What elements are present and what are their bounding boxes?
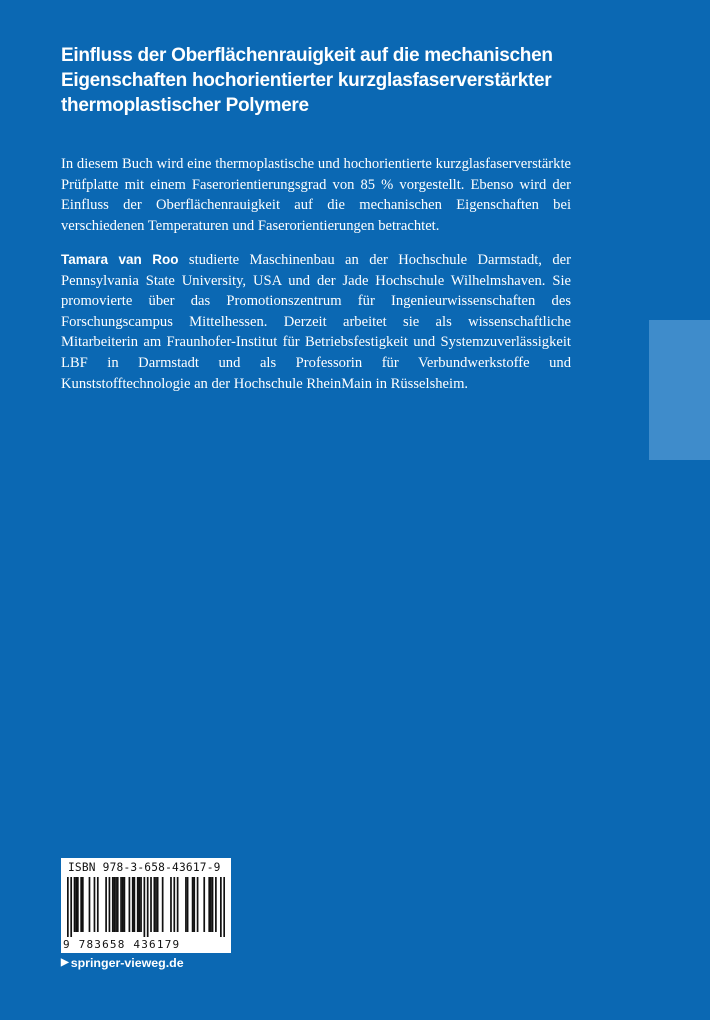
barcode-bar: [177, 877, 179, 932]
barcode-bar: [150, 877, 152, 932]
barcode-bar: [82, 877, 84, 932]
side-color-tab: [649, 320, 710, 460]
barcode-bar: [220, 877, 222, 937]
barcode-bar: [67, 877, 69, 937]
barcode-bar: [97, 877, 99, 932]
barcode-bar: [170, 877, 172, 932]
author-bio-text: studierte Maschinenbau an der Hochschule Darmstadt, der Pennsylvania State University, USA und der Jade Hochschule Wilhelmshaven. Sie promovierte über das Promotionszentrum für Ingenieurwissenschaften des Forschungscampus Mittelhessen. Derzeit arbeitet sie als wissenschaftliche Mitarbeiterin am Fraunhofer-Institut für Betriebsfestigkeit und Systemzuverlässigkeit LBF in Darmstadt und als Professorin für Verbundwerkstoffe und Kunststofftechnologie an der Hochschule RheinMain in Rüsselsheim.: [61, 252, 571, 392]
barcode-bar: [162, 877, 164, 932]
barcode-bar: [74, 877, 76, 932]
barcode-bar: [80, 877, 82, 932]
barcode-bar: [157, 877, 159, 932]
barcode-bar: [187, 877, 189, 932]
barcode-bar: [112, 877, 114, 932]
barcode-bar: [208, 877, 210, 932]
barcode-bar: [223, 877, 225, 937]
title-line: Einfluss der Oberflächenrauigkeit auf die mechanischen: [61, 45, 553, 66]
barcode-bar: [124, 877, 126, 932]
barcode-bar: [153, 877, 155, 932]
author-name: Tamara van Roo: [61, 252, 179, 267]
barcode-bar: [173, 877, 175, 932]
triangle-right-icon: ▶: [61, 957, 69, 968]
barcode-bar: [185, 877, 187, 932]
barcode-bar: [122, 877, 124, 932]
barcode-bar: [215, 877, 217, 932]
book-description: In diesem Buch wird eine thermoplastische und hochorientierte kurzglasfaserverstärkte Prüfplatte mit einem Faserorientierungsgrad von 85 % vorgestellt. Ebenso wird der Einfluss der Oberflächenrauigkeit auf die mechanischen Eigenschaften bei verschiedenen Temperaturen und Faserorientierungen betrachtet.: [61, 156, 571, 234]
publisher-link[interactable]: [61, 956, 184, 970]
title-line: Eigenschaften hochorientierter kurzglasfaserverstärkter: [61, 70, 552, 91]
barcode-bars: [67, 877, 225, 937]
barcode-bar: [89, 877, 91, 932]
barcode-bar: [193, 877, 195, 932]
barcode-digits: 9 783658 436179: [63, 938, 181, 951]
barcode-bar: [114, 877, 116, 932]
barcode-bar: [203, 877, 205, 932]
barcode-bar: [120, 877, 122, 932]
barcode-bar: [155, 877, 157, 932]
barcode-bar: [147, 877, 149, 937]
barcode-bar: [94, 877, 96, 932]
barcode-bar: [134, 877, 136, 932]
barcode-bar: [77, 877, 79, 932]
barcode: [61, 858, 231, 953]
barcode-bar: [115, 877, 117, 932]
barcode-bar: [210, 877, 212, 932]
barcode-bar: [109, 877, 111, 932]
barcode-bar: [129, 877, 131, 932]
barcode-bar: [140, 877, 142, 932]
author-bio: [61, 250, 571, 394]
barcode-bar: [70, 877, 72, 937]
barcode-bar: [212, 877, 214, 932]
barcode-bar: [139, 877, 141, 932]
barcode-bar: [132, 877, 134, 932]
title-line: thermoplastischer Polymere: [61, 95, 309, 116]
barcode-bar: [105, 877, 107, 932]
barcode-bar: [75, 877, 77, 932]
barcode-bar: [117, 877, 119, 932]
book-title: [61, 43, 661, 118]
barcode-bar: [144, 877, 146, 937]
publisher-url: springer-vieweg.de: [70, 956, 184, 970]
barcode-bar: [137, 877, 139, 932]
barcode-bar: [192, 877, 194, 932]
isbn-label: ISBN 978-3-658-43617-9: [68, 861, 221, 874]
barcode-bar: [197, 877, 199, 932]
